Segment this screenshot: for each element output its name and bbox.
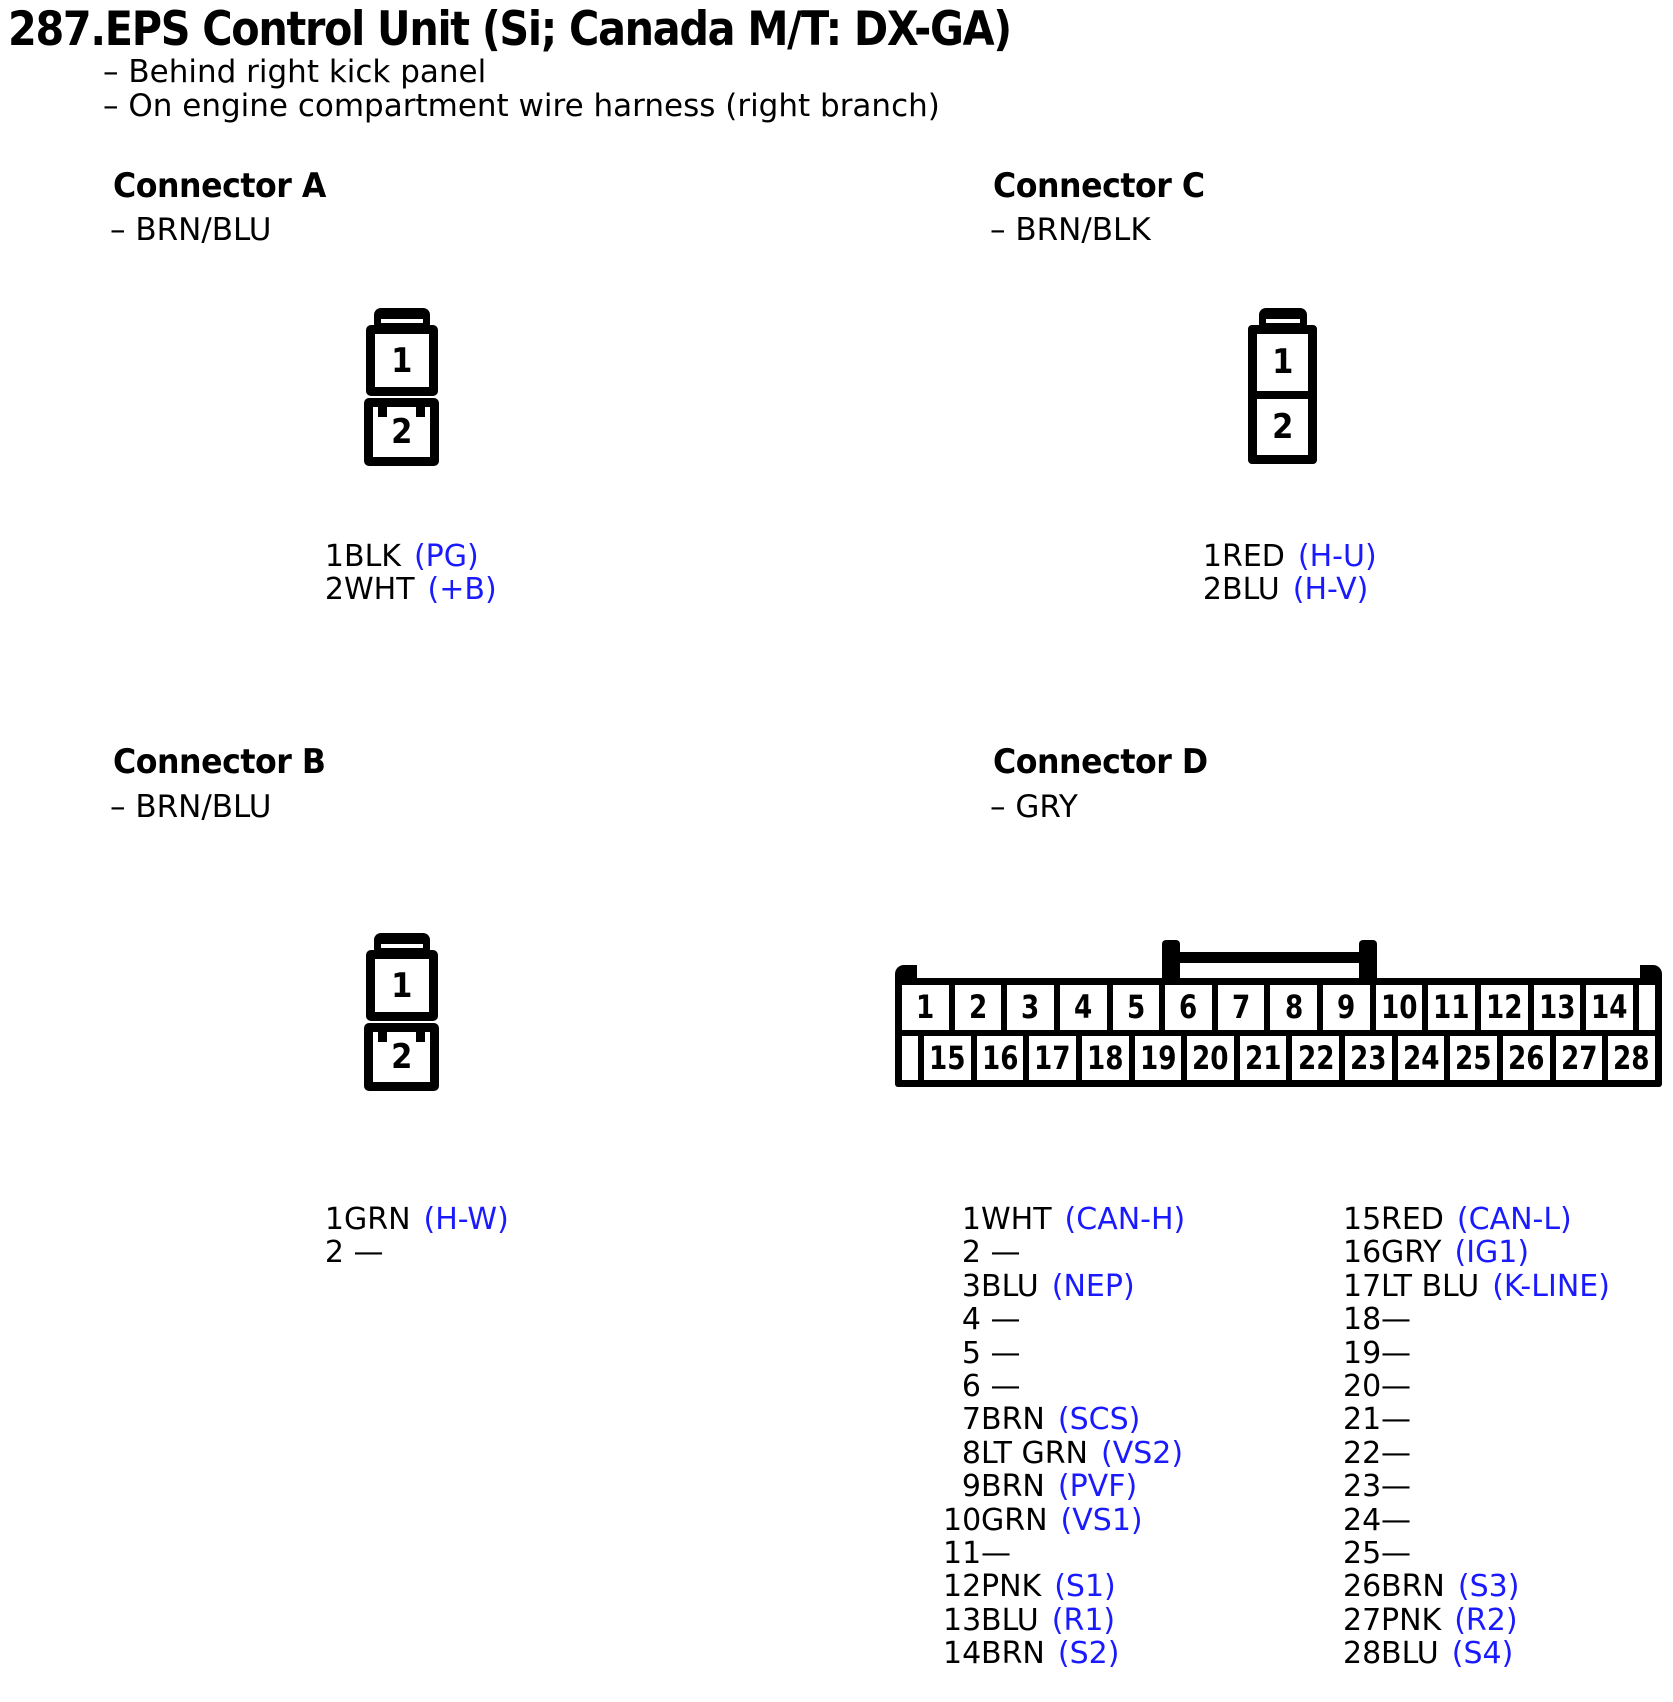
connector-d-cavity-6 [1165,985,1212,1030]
pin-number: 1 [1202,539,1222,574]
pin-number: 17 [1343,1268,1382,1304]
pin-number: 20 [1343,1369,1382,1405]
connector-d-cavity-16 [977,1036,1024,1081]
connector-d-cavity-14 [1586,985,1633,1030]
pin-number: 18 [1343,1302,1382,1338]
pin-number: 22 [1343,1435,1382,1471]
connector-d-pin-12 [943,1570,1185,1603]
signal-name: (+B) [427,572,497,608]
connector-d-cavity-11 [1428,985,1475,1030]
pin-number: 21 [1343,1402,1382,1438]
connector-d-pin-22 [1343,1437,1610,1470]
cavity-number: 13 [1538,988,1576,1027]
cavity-number: 11 [1433,988,1470,1027]
connector-d-cavity-26 [1503,1036,1550,1081]
connector-d-pin-1 [943,1203,1185,1236]
connector-d-diagram [895,938,1662,1087]
connector-d-pin-9 [943,1470,1185,1503]
cavity-number: 15 [929,1038,966,1077]
pin-number: 23 [1343,1469,1382,1505]
connector-d-cavity-2 [955,985,1002,1030]
connector-d-color-note: – GRY [990,789,1078,825]
cavity-number: 19 [1139,1038,1177,1077]
cavity-number: 2 [968,988,988,1027]
wire-color: WHT [981,1202,1052,1237]
cavity-number: 27 [1560,1038,1598,1077]
page-title: 287.EPS Control Unit (Si; Canada M/T: DX-GA) [8,2,1011,57]
pin-number: 14 [943,1636,982,1672]
signal-name: (PVF) [1057,1469,1138,1505]
connector-c-color-note: – BRN/BLK [990,212,1151,248]
cavity-number: 18 [1086,1038,1124,1077]
connector-d-cavity-8 [1270,985,1317,1030]
signal-name: (R1) [1051,1602,1116,1638]
pin-number: 2 [1202,572,1222,608]
connector-d-pin-21 [1343,1403,1610,1436]
cavity-number: 21 [1244,1038,1282,1077]
connector-d-cavity-7 [1218,985,1265,1030]
connector-d-pin-2 [943,1236,1185,1269]
connector-d-pin-5 [943,1337,1185,1370]
wire-color: — [981,1302,1021,1338]
connector-d-row-15-28 [902,1036,1655,1081]
connector-a-color-note: – BRN/BLU [110,212,272,248]
wire-color: — [344,1235,384,1271]
wire-color: BLU [981,1268,1039,1304]
wire-color: BLU [1381,1636,1439,1672]
pin-number: 6 [961,1369,981,1405]
connector-d-cavity-13 [1534,985,1581,1030]
cavity-number: 26 [1508,1038,1545,1077]
pin-number: 2 [324,572,344,608]
wire-color: — [1381,1536,1411,1572]
connector-d-blank-slot [1639,985,1655,1030]
connector-d-pin-17 [1343,1270,1610,1303]
connector-d-heading: Connector D [993,742,1208,782]
wire-color: LT BLU [1381,1268,1480,1304]
connector-lock-tab-icon [1259,308,1307,326]
wire-color: PNK [981,1569,1042,1605]
pin-number: 12 [943,1569,982,1605]
connector-b-heading: Connector B [113,742,326,782]
wire-color: — [981,1235,1021,1271]
connector-d-pin-4 [943,1303,1185,1336]
connector-d-cavity-21 [1240,1036,1287,1081]
wire-color: GRN [344,1202,411,1237]
connector-d-cavity-27 [1556,1036,1603,1081]
wire-color: BRN [1381,1569,1445,1605]
signal-name: (SCS) [1057,1402,1141,1438]
pin-number: 1 [324,539,344,574]
pin-number: 1 [961,1202,981,1237]
connector-d-lock-bar-icon [1162,952,1377,963]
wire-color: WHT [344,572,415,608]
cavity-number: 25 [1455,1038,1492,1077]
wire-color: LT GRN [981,1435,1088,1471]
connector-d-cavity-17 [1029,1036,1076,1081]
wire-color: — [1381,1335,1411,1371]
connector-d-pin-24 [1343,1504,1610,1537]
connector-d-pin-15 [1343,1203,1610,1236]
connector-c-heading: Connector C [993,166,1205,206]
connector-d-cavity-18 [1082,1036,1129,1081]
cavity-number: 28 [1613,1038,1650,1077]
connector-d-pin-7 [943,1403,1185,1436]
cavity-number: 1 [391,965,413,1006]
pin-number: 7 [961,1402,981,1438]
connector-d-cavity-23 [1345,1036,1392,1081]
connector-d-cavity-9 [1323,985,1370,1030]
cavity-number: 20 [1192,1038,1229,1077]
connector-d-pin-8 [943,1437,1185,1470]
cavity-number: 5 [1126,988,1146,1027]
signal-name: (VS1) [1060,1502,1143,1538]
connector-c-pin-list [1184,540,1377,607]
connector-b-pin-1 [306,1203,509,1236]
cavity-number: 17 [1034,1038,1071,1077]
connector-d-cavity-10 [1376,985,1423,1030]
connector-d-cavity-1 [902,985,949,1030]
pin-number: 8 [961,1435,981,1471]
connector-b-color-note: – BRN/BLU [110,789,272,825]
connector-a-heading: Connector A [113,166,326,206]
signal-name: (PG) [413,539,479,574]
connector-d-blank-slot [902,1036,918,1081]
location-notes [103,56,940,123]
wire-color: GRN [981,1502,1048,1538]
wire-color: — [1381,1369,1411,1405]
wire-color: BLU [981,1602,1039,1638]
connector-d-cavity-5 [1113,985,1160,1030]
connector-lock-tab-icon [374,308,430,326]
cavity-number: 1 [916,988,935,1027]
cavity-number: 12 [1486,988,1523,1027]
connector-d-pin-14 [943,1637,1185,1670]
connector-d-pin-3 [943,1270,1185,1303]
cavity-number: 9 [1337,988,1356,1027]
pin-number: 26 [1343,1569,1382,1605]
signal-name: (IG1) [1454,1235,1530,1271]
signal-name: (S4) [1451,1636,1514,1672]
wire-color: BLK [344,539,401,574]
connector-d-pin-28 [1343,1637,1610,1670]
connector-d-pin-25 [1343,1537,1610,1570]
cavity-number: 2 [390,1037,413,1077]
pin-number: 13 [943,1602,982,1638]
pin-number: 3 [961,1268,981,1304]
cavity-number: 24 [1402,1038,1440,1077]
pin-number: 4 [961,1302,981,1338]
wire-color: — [1381,1302,1411,1338]
connector-d-cavity-4 [1060,985,1107,1030]
pin-number: 10 [943,1502,982,1538]
location-note-1: – Behind right kick panel [103,54,487,90]
cavity-number: 8 [1284,988,1303,1027]
connector-a-pin-2 [306,573,497,606]
signal-name: (VS2) [1100,1435,1184,1471]
pin-number: 28 [1343,1636,1382,1672]
cavity-number: 6 [1179,988,1198,1027]
connector-c-body [1248,325,1317,464]
wire-color: RED [1381,1202,1444,1237]
pin-number: 27 [1343,1602,1382,1638]
connector-d-pin-16 [1343,1236,1610,1269]
connector-c-cavity-2 [1257,399,1308,456]
connector-b-pin-2 [306,1236,509,1269]
connector-b-pin-list [306,1203,509,1270]
connector-d-cavity-25 [1450,1036,1497,1081]
connector-d-cavity-20 [1187,1036,1234,1081]
connector-a-diagram [364,308,440,466]
signal-name: (R2) [1454,1602,1518,1638]
connector-d-cavity-24 [1398,1036,1445,1081]
signal-name: (NEP) [1051,1268,1135,1304]
connector-d-cavity-22 [1292,1036,1339,1081]
connector-d-pin-23 [1343,1470,1610,1503]
wire-color: — [1381,1402,1411,1438]
pin-number: 11 [943,1536,982,1572]
pin-number: 2 [961,1235,981,1271]
connector-a-cavity-1 [366,325,438,396]
cavity-number: 10 [1380,988,1418,1027]
pin-number: 9 [961,1469,981,1505]
connector-d-pin-19 [1343,1337,1610,1370]
wire-color: BRN [981,1402,1045,1438]
connector-d-pin-26 [1343,1570,1610,1603]
cavity-number: 4 [1074,988,1093,1027]
connector-d-row-1-14 [902,985,1655,1030]
signal-name: (S1) [1054,1569,1116,1605]
wire-color: — [1381,1502,1411,1538]
connector-d-cavity-19 [1135,1036,1182,1081]
signal-name: (K-LINE) [1492,1268,1610,1304]
cavity-number: 16 [981,1038,1019,1077]
signal-name: (CAN-H) [1064,1202,1186,1237]
wire-color: — [1381,1435,1411,1471]
cavity-number: 1 [1271,342,1294,383]
connector-d-pin-20 [1343,1370,1610,1403]
signal-name: (H-W) [423,1202,509,1237]
wire-color: — [981,1369,1021,1405]
pin-number: 16 [1343,1235,1382,1271]
wire-color: RED [1222,539,1285,574]
connector-d-pin-list-col-2 [1343,1203,1610,1671]
wire-color: BLU [1222,572,1280,608]
pin-number: 24 [1343,1502,1382,1538]
wire-color: PNK [1381,1602,1442,1638]
cavity-number: 7 [1232,988,1251,1027]
pin-number: 15 [1343,1202,1382,1237]
connector-c-pin-1 [1184,540,1377,573]
cavity-number: 3 [1021,988,1040,1027]
wire-color: — [981,1536,1011,1572]
connector-b-diagram [364,933,440,1091]
wire-color: — [981,1335,1021,1371]
wire-color: BRN [981,1469,1045,1505]
signal-name: (H-U) [1297,539,1377,574]
connector-a-pin-list [306,540,497,607]
pin-number: 2 [324,1235,344,1271]
connector-d-pin-11 [943,1537,1185,1570]
cavity-number: 23 [1350,1038,1387,1077]
cavity-number: 2 [390,412,413,452]
connector-d-pin-13 [943,1604,1185,1637]
connector-b-cavity-2 [364,1023,439,1091]
signal-name: (CAN-L) [1456,1202,1572,1237]
connector-d-cavity-28 [1608,1036,1655,1081]
pin-number: 25 [1343,1536,1382,1572]
pin-number: 1 [324,1202,344,1237]
connector-c-cavity-1 [1257,334,1308,399]
connector-d-cavity-12 [1481,985,1528,1030]
signal-name: (S2) [1057,1636,1120,1672]
connector-d-body [895,978,1662,1087]
location-note-2: – On engine compartment wire harness (right branch) [103,87,940,124]
wire-color: — [1381,1469,1411,1505]
connector-d-pin-list-col-1 [943,1203,1185,1671]
connector-d-pin-27 [1343,1604,1610,1637]
cavity-number: 14 [1591,988,1628,1027]
pin-number: 5 [961,1335,981,1371]
wire-color: GRY [1381,1235,1442,1271]
cavity-number: 1 [391,340,413,381]
connector-a-cavity-2 [364,398,439,466]
connector-c-diagram [1248,308,1317,464]
connector-d-pin-10 [943,1504,1185,1537]
connector-d-pin-18 [1343,1303,1610,1336]
wire-color: BRN [981,1636,1045,1672]
signal-name: (H-V) [1292,572,1369,608]
connector-lock-tab-icon [374,933,430,951]
connector-d-cavity-3 [1007,985,1054,1030]
connector-d-pin-6 [943,1370,1185,1403]
connector-c-pin-2 [1184,573,1377,606]
connector-a-pin-1 [306,540,497,573]
signal-name: (S3) [1457,1569,1520,1605]
pin-number: 19 [1343,1335,1382,1371]
connector-b-cavity-1 [366,950,438,1021]
cavity-number: 2 [1271,406,1294,447]
connector-d-cavity-15 [924,1036,971,1081]
cavity-number: 22 [1297,1038,1335,1077]
